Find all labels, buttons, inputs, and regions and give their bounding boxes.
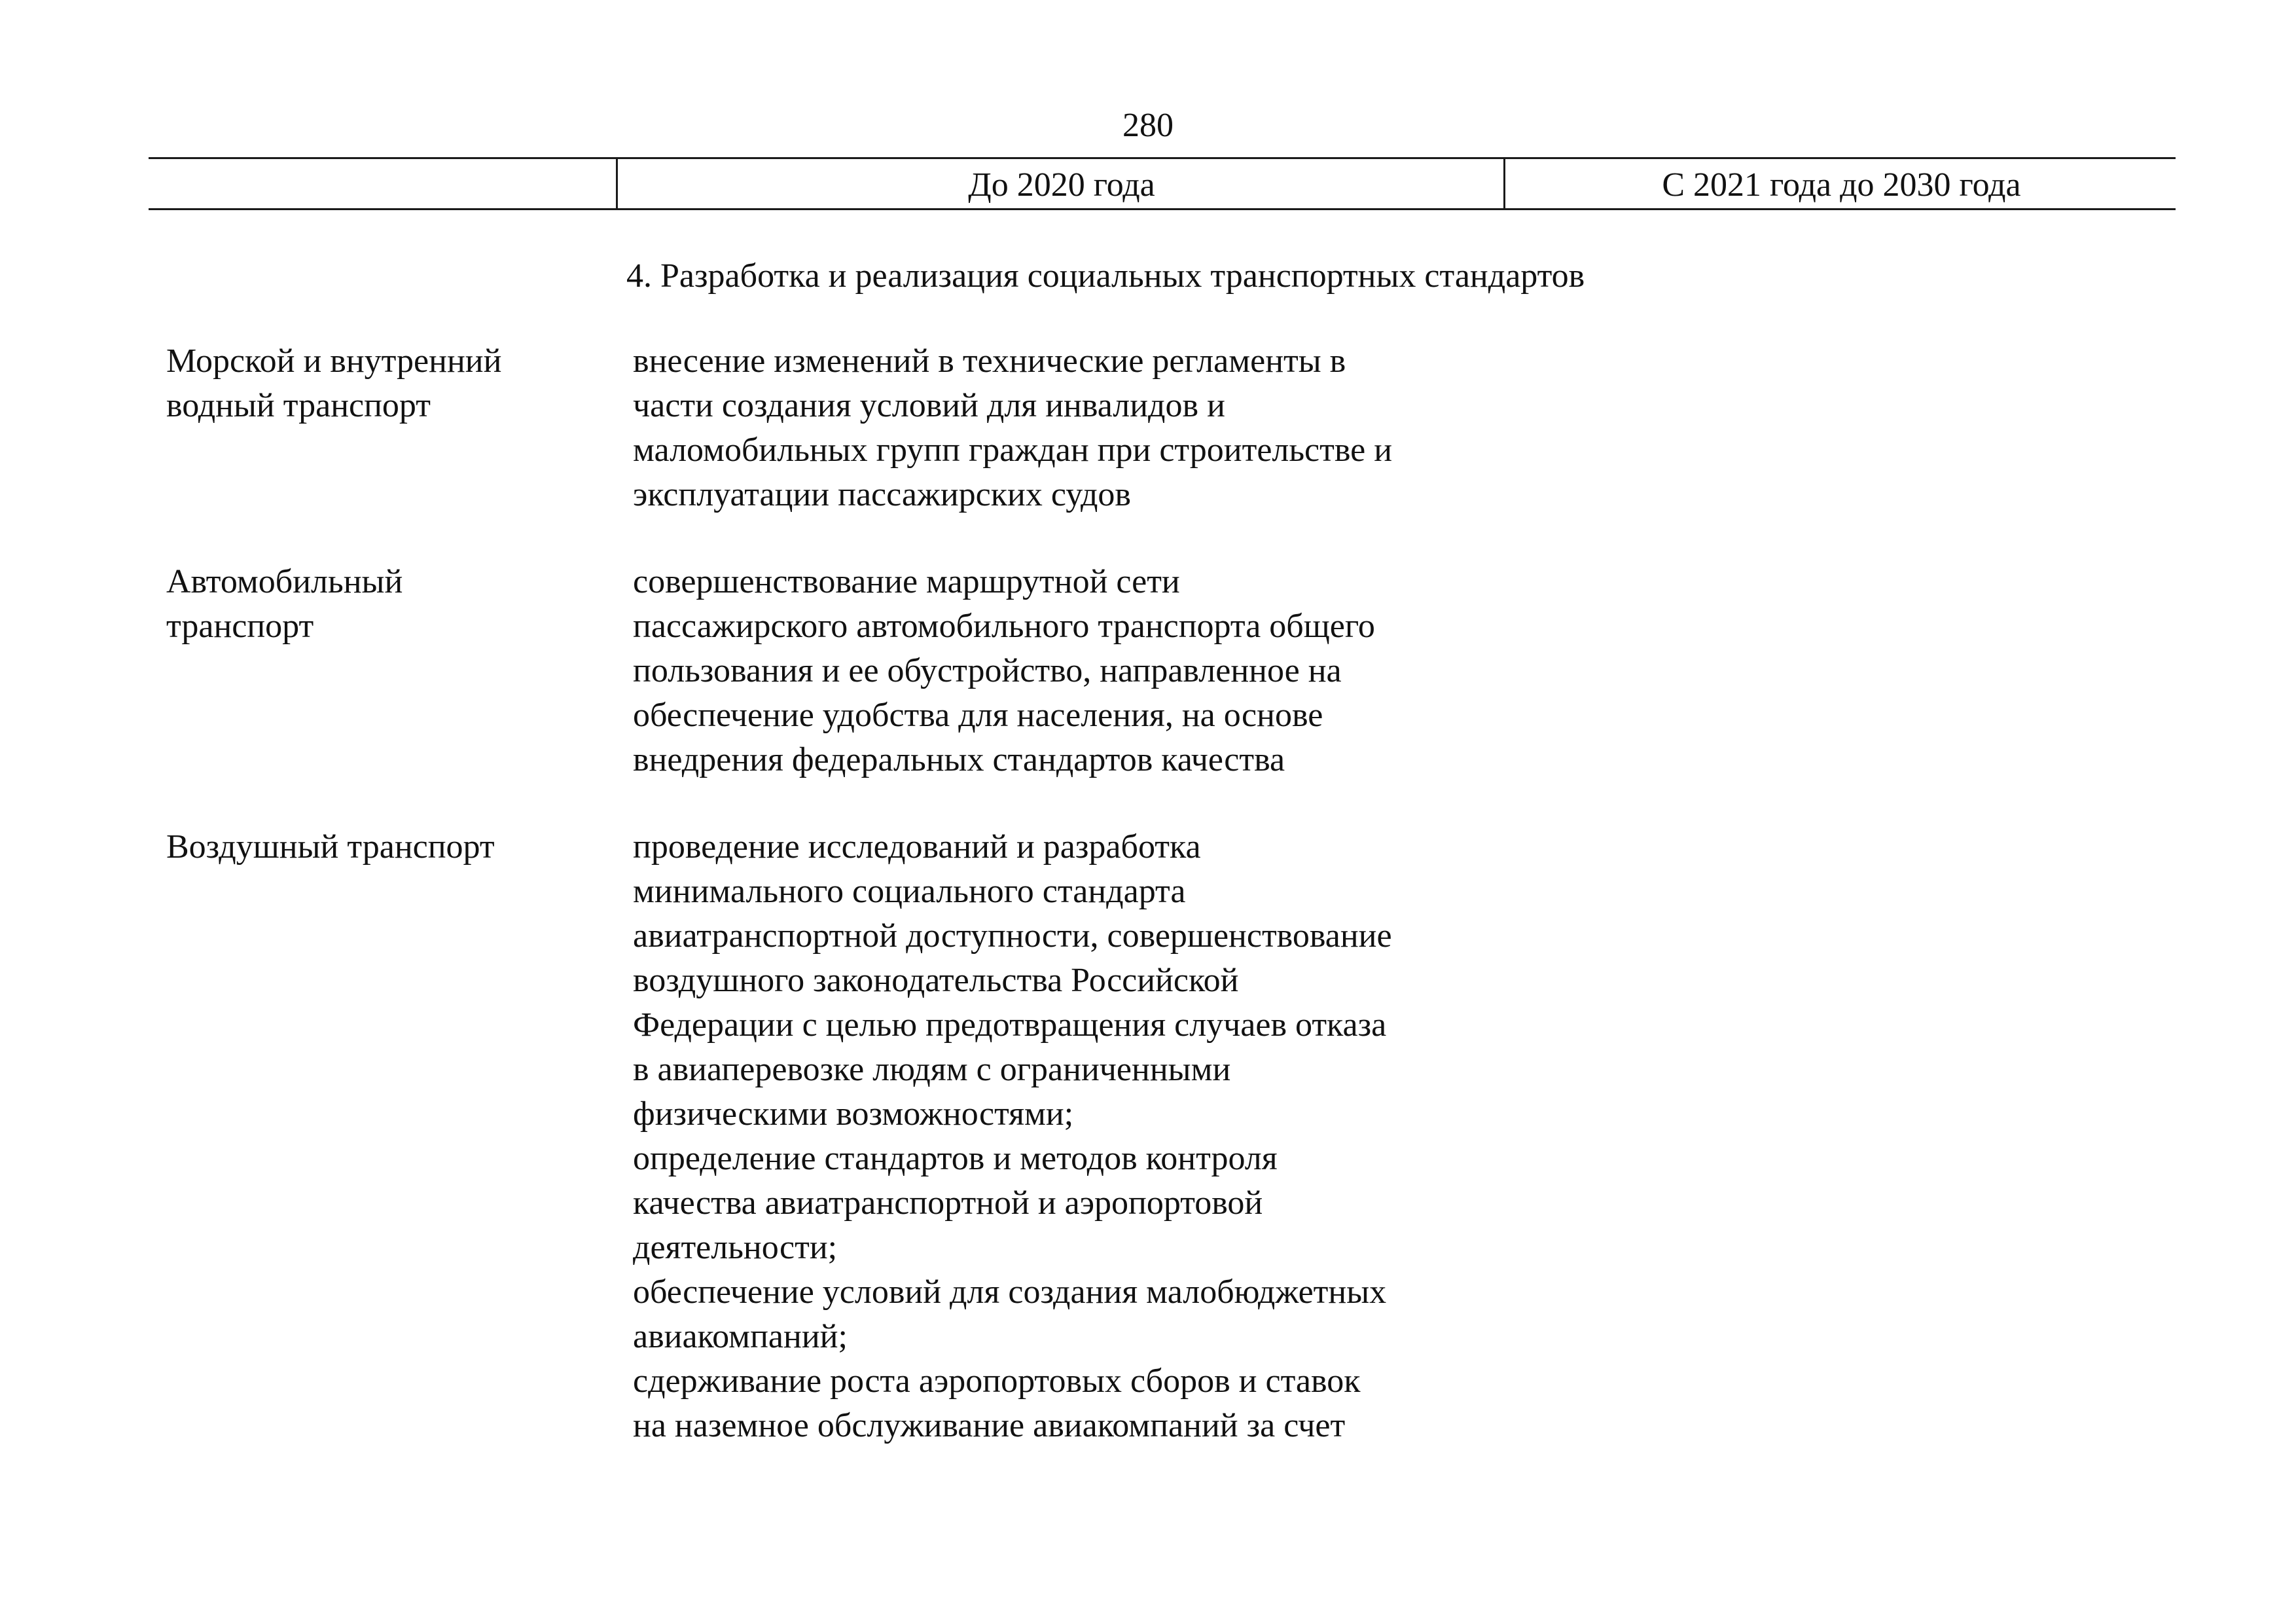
row-label-air bbox=[166, 825, 585, 869]
text-line: авиатранспортной доступности, совершенствование bbox=[633, 917, 1392, 955]
label-line: Морской и внутренний bbox=[166, 342, 502, 380]
text-line: внедрения федеральных стандартов качества bbox=[633, 741, 1285, 778]
text-line: маломобильных групп граждан при строительстве и bbox=[633, 431, 1393, 469]
text-line: пассажирского автомобильного транспорта общего bbox=[633, 608, 1375, 645]
header-cell-empty bbox=[149, 159, 616, 208]
text-line: физическими возможностями; bbox=[633, 1095, 1074, 1133]
label-line: Автомобильный bbox=[166, 563, 403, 600]
text-line: пользования и ее обустройство, направленное на bbox=[633, 652, 1342, 689]
text-line: сдерживание роста аэропортовых сборов и ставок bbox=[633, 1362, 1361, 1400]
label-line: Воздушный транспорт bbox=[166, 828, 495, 866]
section-title: 4. Разработка и реализация социальных транспортных стандартов bbox=[626, 257, 1585, 295]
header-cell-2021-2030: С 2021 года до 2030 года bbox=[1503, 159, 2178, 208]
row-text-air bbox=[633, 825, 1530, 1448]
text-line: совершенствование маршрутной сети bbox=[633, 563, 1180, 600]
text-line: части создания условий для инвалидов и bbox=[633, 387, 1225, 424]
text-line: деятельности; bbox=[633, 1229, 838, 1266]
text-line: обеспечение удобства для населения, на основе bbox=[633, 697, 1323, 734]
text-line: эксплуатации пассажирских судов bbox=[633, 476, 1131, 513]
table-header bbox=[149, 157, 2176, 210]
text-line: авиакомпаний; bbox=[633, 1318, 848, 1355]
text-line: обеспечение условий для создания малобюджетных bbox=[633, 1273, 1387, 1311]
text-line: определение стандартов и методов контроля bbox=[633, 1140, 1278, 1177]
text-line: внесение изменений в технические регламенты в bbox=[633, 342, 1346, 380]
text-line: проведение исследований и разработка bbox=[633, 828, 1201, 866]
text-line: воздушного законодательства Российской bbox=[633, 962, 1239, 999]
row-label-maritime bbox=[166, 339, 585, 428]
row-text-maritime bbox=[633, 339, 1530, 517]
text-line: на наземное обслуживание авиакомпаний за счет bbox=[633, 1407, 1346, 1444]
text-line: качества авиатранспортной и аэропортовой bbox=[633, 1184, 1263, 1222]
label-line: транспорт bbox=[166, 608, 314, 645]
text-line: в авиаперевозке людям с ограниченными bbox=[633, 1051, 1231, 1088]
header-cell-until-2020: До 2020 года bbox=[616, 159, 1505, 208]
row-text-road bbox=[633, 560, 1530, 782]
page-number: 280 bbox=[1122, 107, 1174, 144]
text-line: минимального социального стандарта bbox=[633, 873, 1186, 910]
text-line: Федерации с целью предотвращения случаев отказа bbox=[633, 1006, 1387, 1044]
row-label-road bbox=[166, 560, 585, 649]
label-line: водный транспорт bbox=[166, 387, 431, 424]
